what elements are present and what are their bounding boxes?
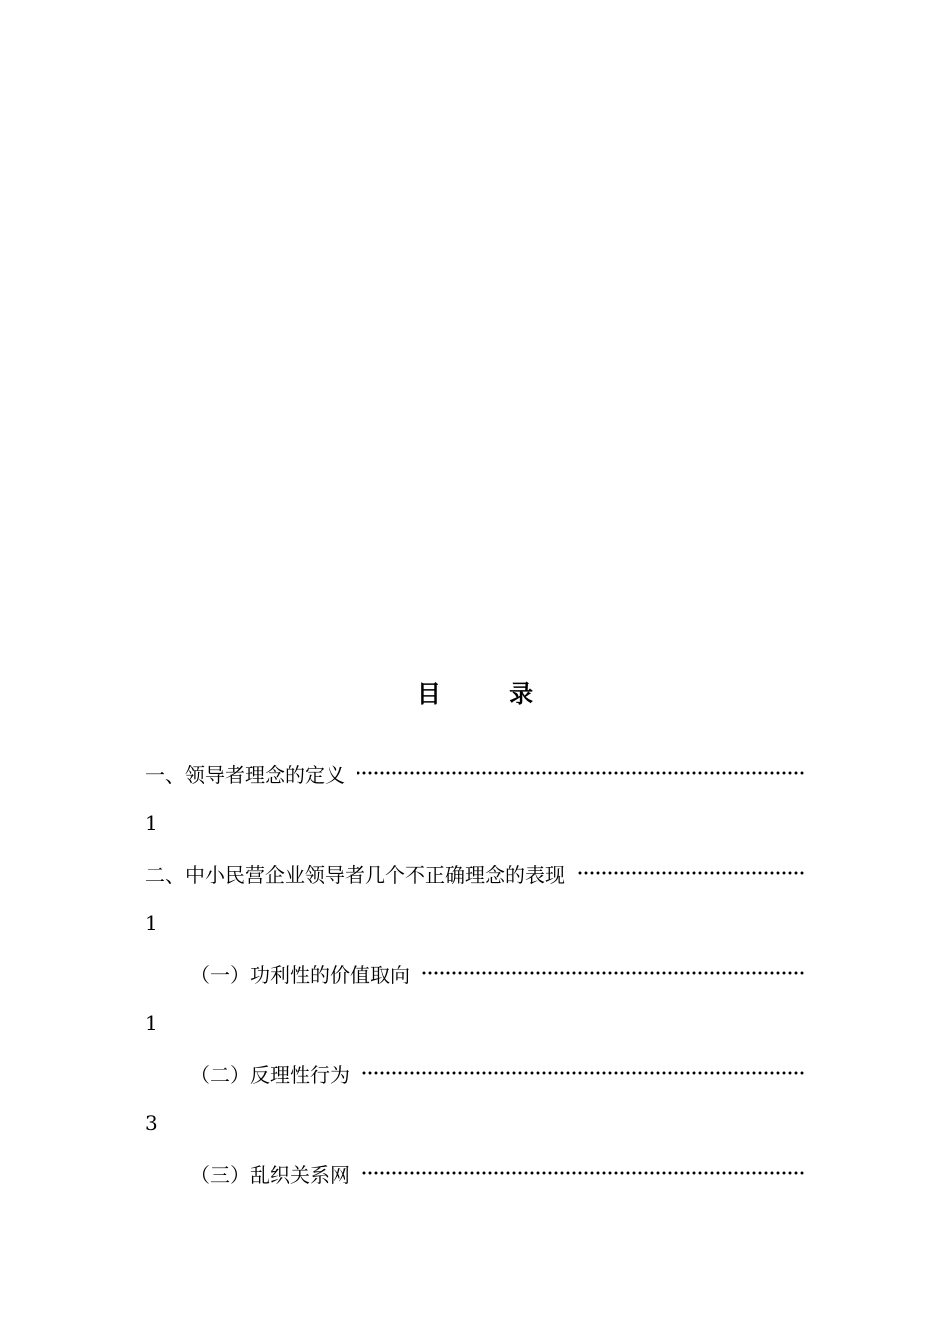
toc-dot-leader	[422, 971, 805, 975]
toc-entry-label: 一、领导者理念的定义	[145, 762, 345, 787]
toc-entry[interactable]	[145, 953, 805, 993]
toc-title: 目 录	[416, 679, 564, 708]
toc-entry[interactable]	[145, 853, 805, 893]
toc-entry-label: （三）乱织关系网	[190, 1162, 350, 1187]
toc-page-number: 3	[145, 1111, 158, 1135]
toc-dot-leader	[362, 1071, 805, 1075]
toc-dot-leader	[357, 771, 805, 775]
toc-entry-label: 二、中小民营企业领导者几个不正确理念的表现	[145, 862, 565, 887]
toc-entry-label: （二）反理性行为	[190, 1062, 350, 1087]
toc-page-number: 1	[145, 1011, 158, 1035]
toc-page-number: 1	[145, 911, 158, 935]
toc-entry[interactable]	[145, 1053, 805, 1093]
toc-entry[interactable]	[145, 1153, 805, 1193]
toc-entry-label: （一）功利性的价值取向	[190, 962, 410, 987]
toc-page-number: 1	[145, 811, 158, 835]
toc-dot-leader	[577, 871, 805, 875]
toc-entry[interactable]	[145, 753, 805, 793]
toc-dot-leader	[362, 1171, 805, 1175]
